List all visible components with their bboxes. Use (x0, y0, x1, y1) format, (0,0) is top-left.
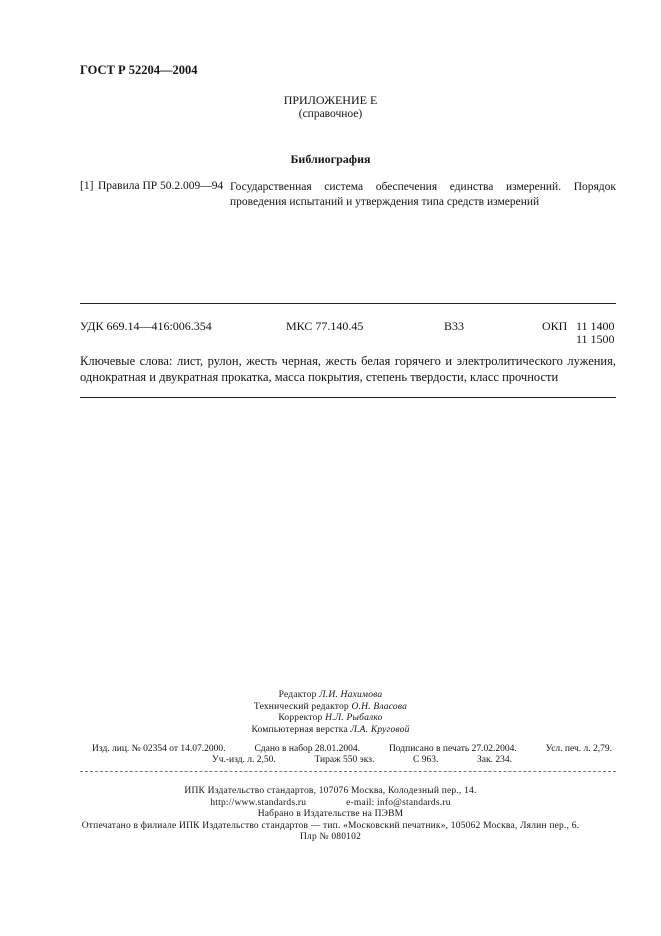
reference-text: Государственная система обеспечения единства измерений. Порядок проведения испытаний и утверждения типа средств измерений (230, 181, 616, 208)
print-signed-date: Подписано в печать 27.02.2004. (388, 744, 517, 754)
bibliography-title: Библиография (290, 152, 371, 166)
divider-dashed (80, 771, 616, 772)
contact-line (210, 798, 450, 810)
udk-code: УДК 669.14—416:006.354 (80, 319, 212, 333)
publication-info-row (212, 755, 512, 767)
divider-bottom (80, 397, 616, 398)
okp-value: 11 1500 (576, 332, 615, 346)
print-sheets: Усл. печ. л. 2,79. (545, 744, 612, 754)
group-code: В33 (444, 319, 465, 333)
credit-line: Корректор Н.Л. Рыбалко (278, 713, 383, 723)
publication-info-row (92, 744, 612, 756)
credits-block (0, 690, 661, 736)
website-link[interactable]: http://www.standards.ru (210, 797, 307, 808)
divider-top (80, 303, 616, 304)
appendix-heading (0, 93, 661, 121)
reference-number: [1] (80, 180, 94, 192)
email-link[interactable]: e-mail: info@standards.ru (346, 797, 451, 808)
order-code: С 963. (413, 755, 439, 765)
okp-label: ОКП (542, 319, 568, 333)
publisher-sheets: Уч.-изд. л. 2,50. (212, 755, 276, 765)
typeset-date: Сдано в набор 28.01.2004. (254, 744, 361, 754)
publisher-footer (0, 786, 661, 844)
appendix-title: ПРИЛОЖЕНИЕ Е (283, 93, 378, 107)
order-number: Зак. 234. (477, 755, 512, 765)
plr-number: Плр № 080102 (299, 832, 362, 842)
typeset-note: Набрано в Издательстве на ПЭВМ (257, 809, 404, 819)
printing-note: Отпечатано в филиале ИПК Издательство стандартов — тип. «Московский печатник», 105062 Москва, Лялин пер., 6. (81, 820, 580, 831)
credit-line: Редактор Л.И. Нахимова (278, 690, 383, 700)
mks-code: МКС 77.140.45 (286, 319, 364, 333)
okp-values (576, 320, 615, 346)
credit-line: Технический редактор О.Н. Власова (253, 701, 408, 712)
credit-line: Компьютерная верстка Л.А. Круговой (251, 724, 410, 735)
okp-value: 11 1400 (576, 319, 615, 333)
publisher-address: ИПК Издательство стандартов, 107076 Москва, Колодезный пер., 14. (184, 786, 477, 796)
document-code: ГОСТ Р 52204—2004 (80, 63, 198, 77)
print-run: Тираж 550 экз. (314, 755, 375, 765)
keywords-text: Ключевые слова: лист, рулон, жесть черная, жесть белая горячего и электролитического лужения, однократная и двукратная прокатка, масса покрытия, степень твердости, класс прочности (80, 354, 616, 384)
license-info: Изд. лиц. № 02354 от 14.07.2000. (92, 744, 226, 754)
appendix-subtitle: (справочное) (298, 108, 363, 120)
reference-document: Правила ПР 50.2.009—94 (98, 180, 224, 192)
